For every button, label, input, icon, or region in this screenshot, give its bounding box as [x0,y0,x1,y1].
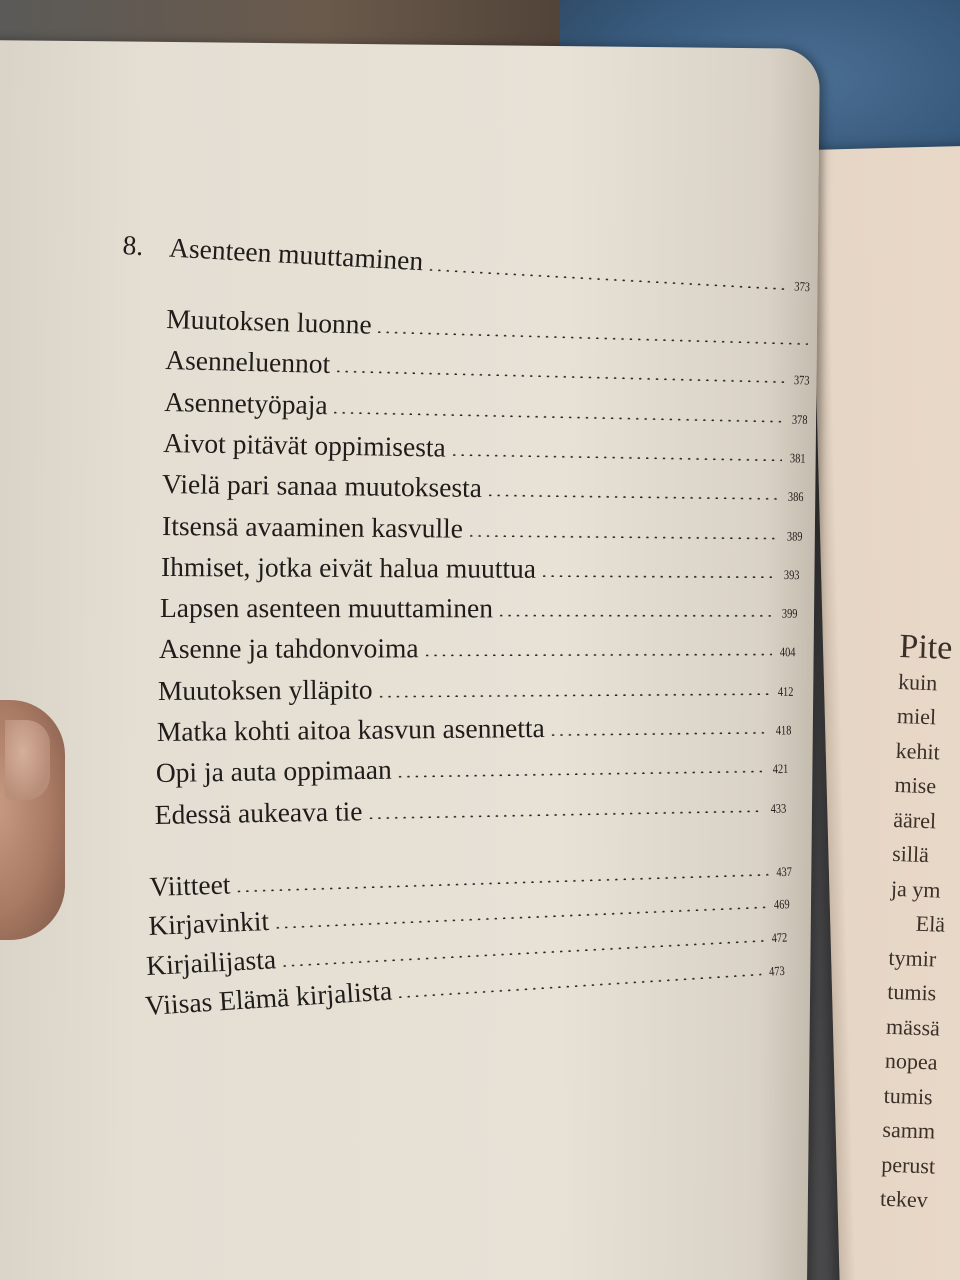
leader-dots [466,534,778,539]
toc-entry-page: 412 [777,683,794,699]
toc-entry-page: 433 [770,800,787,816]
right-page-line: tumis [883,1082,934,1109]
right-page-line: mässä [885,1013,941,1041]
toc-entry [161,544,800,583]
toc-entry-page: 389 [785,527,802,544]
toc-entry-label: Matka kohti aitoa kasvun asennetta [156,711,545,747]
leader-dots [367,810,763,819]
toc-entry [156,741,789,786]
right-page-line: tekev [879,1185,929,1213]
leader-dots [450,454,782,461]
leader-dots [549,732,768,736]
leader-dots [396,973,761,998]
thumbnail [5,720,50,800]
right-page-line: sillä [891,840,930,868]
right-page-line: tymir [888,944,937,971]
toc-entry-page: 472 [770,929,788,946]
toc-entry [154,780,787,830]
toc-entry-page: 373 [794,372,811,388]
toc-entry-page: 378 [792,411,808,427]
right-page-line: ja ym [890,875,941,903]
toc-entry-label: Edessä aukeava tie [154,794,363,830]
leader-dots [497,614,774,616]
toc-entry-label: Muutoksen ylläpito [157,672,373,706]
leader-dots [334,370,786,383]
toc-entry-label: Lapsen asenteen muuttaminen [159,591,493,623]
toc-entry-page: 393 [783,566,800,582]
toc-entry-label: Asennetyöpaja [164,385,329,420]
toc-entry [162,461,804,505]
right-page-line: kuin [897,668,938,695]
toc-entry [163,420,806,467]
toc-entry-page: 473 [768,962,785,979]
toc-entry-label: Asenneluennot [165,343,331,379]
toc-entry-page: 399 [781,605,798,621]
right-page-line: perust [880,1151,936,1179]
toc-entry-label: Ihmiset, jotka eivät halua muuttua [160,550,536,584]
toc-entry [157,702,791,745]
toc-entry-page: 404 [779,644,796,660]
toc-entry-label: Itsensä avaaminen kasvulle [161,509,463,543]
toc-entry-page: 421 [772,761,789,777]
leader-dots [422,654,771,657]
leader-dots [427,268,786,289]
right-page-line: mise [894,771,937,799]
chapter-number: 8. [121,228,145,261]
toc-entry [160,585,798,622]
toc-entry-label: Vielä pari sanaa muutoksesta [162,467,483,503]
toc-entry-label: Viitteet [149,867,231,902]
right-page-line: Pite [898,628,953,667]
right-page-line: nopea [884,1047,938,1075]
right-page-line: äärel [892,806,937,833]
right-page-line: tumis [886,978,937,1006]
right-page-line: kehit [895,737,941,764]
leader-dots [376,693,769,698]
leader-dots [540,575,776,578]
leader-dots [332,411,785,422]
toc-entry-label: Kirjailijasta [145,942,277,981]
chapter-page: 373 [793,278,810,295]
toc-entry-label: Asenne ja tahdonvoima [158,632,419,664]
chapter-title: Asenteen muuttaminen [168,231,425,276]
toc-entry [162,503,802,545]
toc-entry-page: 386 [787,489,804,505]
toc-entry-label: Muutoksen luonne [165,302,373,340]
toc-entry-label: Viisas Elämä kirjalista [143,974,393,1021]
right-page-line: Elä [915,910,946,937]
toc-entry-page: 381 [790,450,806,466]
toc-entry-label: Aivot pitävät oppimisesta [163,426,447,463]
toc-entry [157,663,794,706]
toc-chapter-row [122,222,811,295]
toc-entry [159,625,795,663]
toc-entry-page: 418 [775,722,791,738]
toc-entry-label: Kirjavinkit [147,904,270,941]
toc-entry-label: Opi ja auta oppimaan [155,753,393,788]
right-page-line: miel [896,702,937,730]
toc-entry-page: 437 [775,863,792,880]
toc-entry-page: 469 [773,896,790,912]
right-page-line: samm [882,1116,936,1144]
leader-dots [396,771,765,778]
leader-dots [486,494,780,500]
